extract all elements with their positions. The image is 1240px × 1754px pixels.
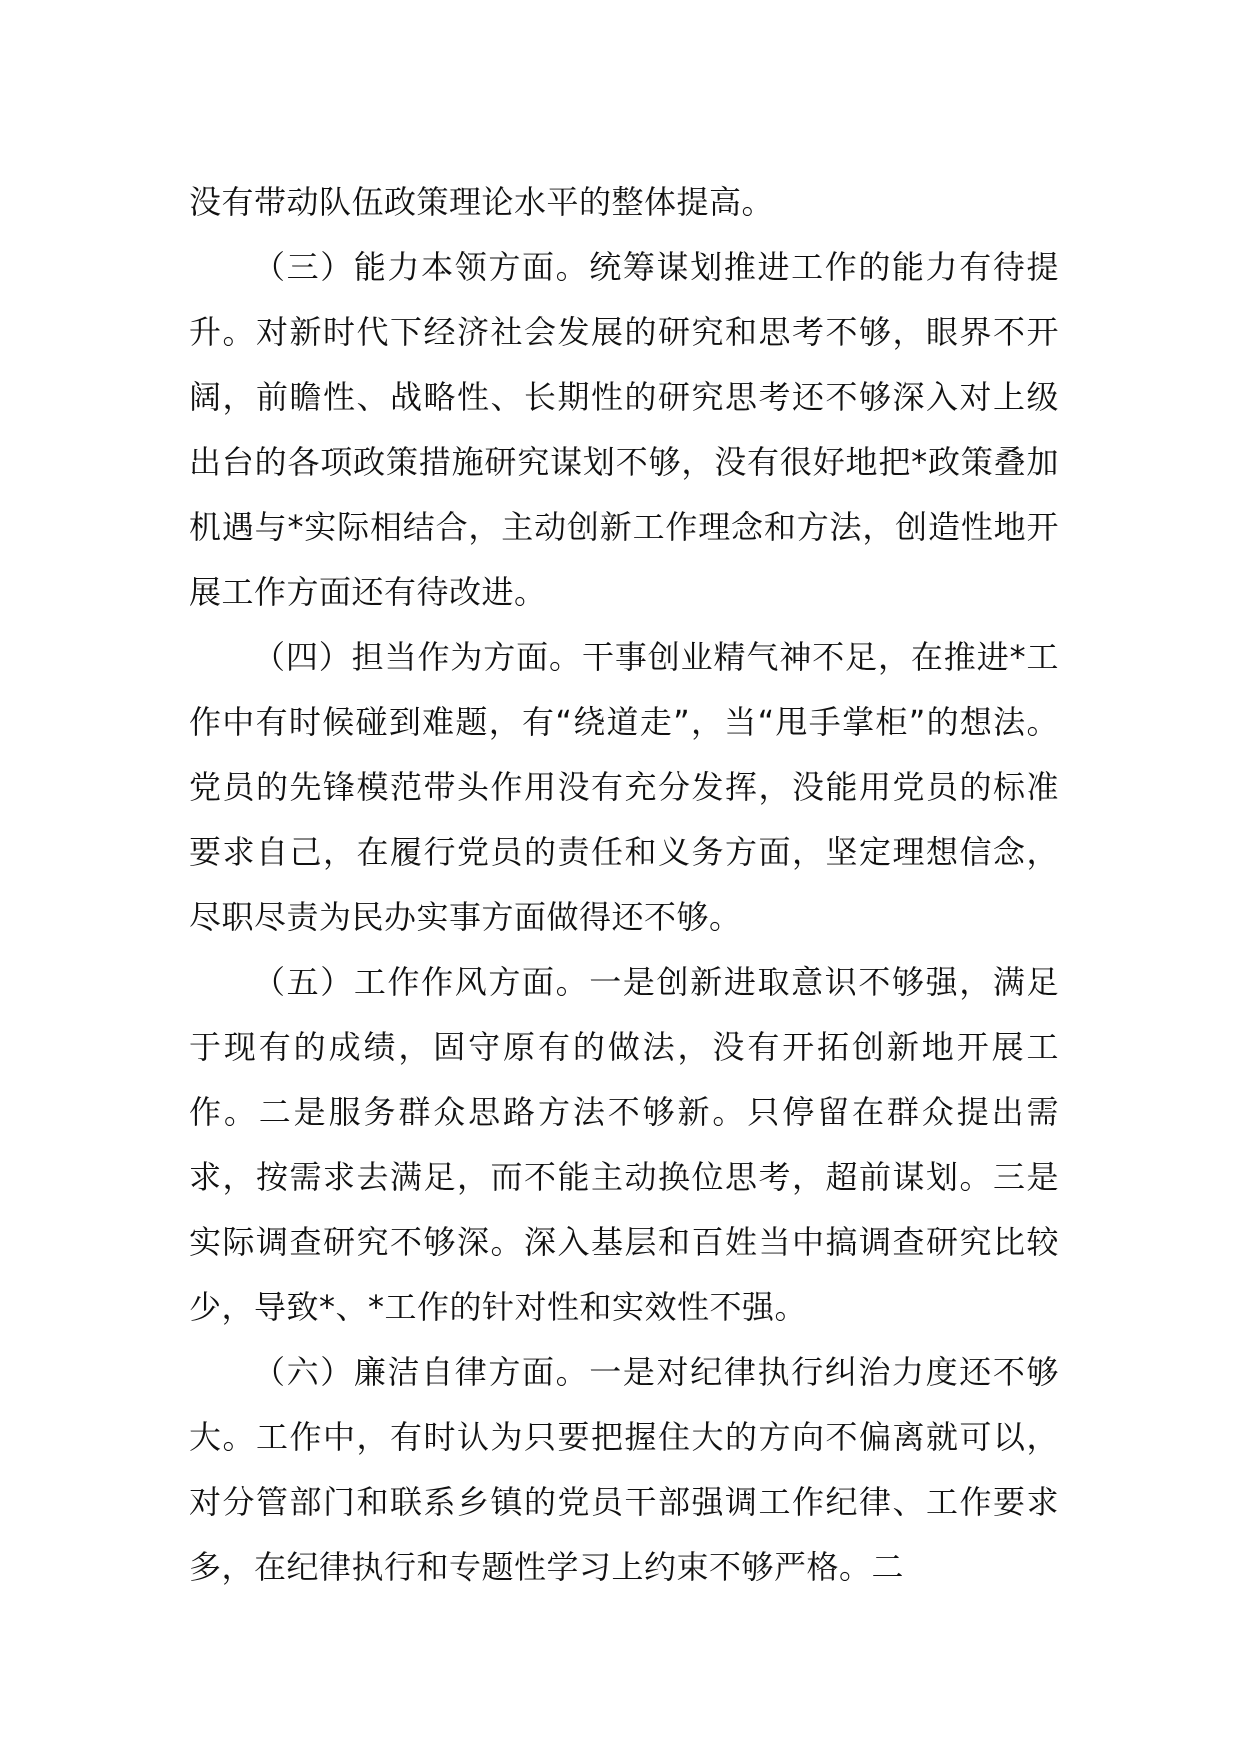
paragraph-responsibility: （四）担当作为方面。干事创业精气神不足，在推进*工作中有时候碰到难题，有“绕道走”，当“甩手掌柜”的想法。党员的先锋模范带头作用没有充分发挥，没能用党员的标准要求自己，在履行党员的责任和义务方面，坚定理想信念，尽职尽责为民办实事方面做得还不够。 [189, 638, 1059, 936]
paragraph-integrity: （六）廉洁自律方面。一是对纪律执行纠治力度还不够大。工作中，有时认为只要把握住大的方向不偏离就可以，对分管部门和联系乡镇的党员干部强调工作纪律、工作要求多，在纪律执行和专题性学习上约束不够严格。二 [189, 1353, 1059, 1586]
paragraph-continuation: 没有带动队伍政策理论水平的整体提高。 [189, 183, 775, 221]
paragraph-work-style: （五）工作作风方面。一是创新进取意识不够强，满足于现有的成绩，固守原有的做法，没有开拓创新地开展工作。二是服务群众思路方法不够新。只停留在群众提出需求，按需求去满足，而不能主动换位思考，超前谋划。三是实际调查研究不够深。深入基层和百姓当中搞调查研究比较少，导致*、*工作的针对性和实效性不强。 [189, 963, 1059, 1326]
document-body [189, 170, 1059, 1600]
paragraph-ability: （三）能力本领方面。统筹谋划推进工作的能力有待提升。对新时代下经济社会发展的研究和思考不够，眼界不开阔，前瞻性、战略性、长期性的研究思考还不够深入对上级出台的各项政策措施研究谋划不够，没有很好地把*政策叠加机遇与*实际相结合，主动创新工作理念和方法，创造性地开展工作方面还有待改进。 [189, 248, 1059, 611]
